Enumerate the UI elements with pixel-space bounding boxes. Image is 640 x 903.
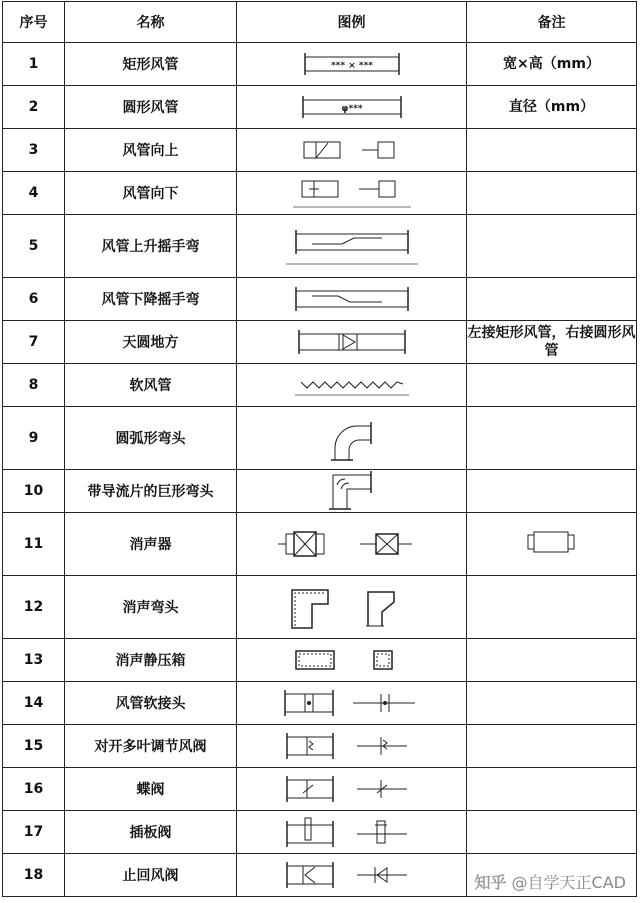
row-legend: [237, 811, 467, 854]
table-row: [3, 321, 637, 364]
row-name: 天圆地方: [65, 321, 237, 364]
table-header-row: [3, 2, 637, 43]
table-row: [3, 215, 637, 278]
row-name: 带导流片的巨形弯头: [65, 470, 237, 513]
row-legend: [237, 513, 467, 576]
table-row: [3, 172, 637, 215]
row-number: 6: [3, 278, 65, 321]
table-row: [3, 639, 637, 682]
row-note: [467, 639, 637, 682]
row-number: 15: [3, 725, 65, 768]
row-name: 矩形风管: [65, 43, 237, 86]
radius-elbow-icon: [317, 412, 387, 464]
row-note: [467, 513, 637, 576]
row-name: 软风管: [65, 364, 237, 407]
header-legend: 图例: [237, 2, 467, 43]
row-number: 16: [3, 768, 65, 811]
duct-rise-offset-icon: [282, 224, 422, 268]
svg-text:*** × ***: *** × ***: [330, 61, 373, 71]
row-name: 止回风阀: [65, 854, 237, 897]
row-name: 对开多叶调节风阀: [65, 725, 237, 768]
watermark: [474, 870, 626, 893]
row-name: 消声弯头: [65, 576, 237, 639]
row-note: [467, 407, 637, 470]
row-number: 18: [3, 854, 65, 897]
flexible-connector-icon: [277, 686, 427, 720]
header-note: 备注: [467, 2, 637, 43]
row-note: [467, 811, 637, 854]
row-legend: [237, 278, 467, 321]
row-name: 圆形风管: [65, 86, 237, 129]
table-row: [3, 364, 637, 407]
slide-gate-valve-icon: [277, 815, 427, 849]
row-name: 蝶阀: [65, 768, 237, 811]
header-name: 名称: [65, 2, 237, 43]
row-number: 2: [3, 86, 65, 129]
row-name: 消声静压箱: [65, 639, 237, 682]
row-legend: [237, 86, 467, 129]
row-name: 风管向下: [65, 172, 237, 215]
row-name: 消声器: [65, 513, 237, 576]
table-row: [3, 725, 637, 768]
row-legend: [237, 43, 467, 86]
row-number: 10: [3, 470, 65, 513]
row-legend: [237, 172, 467, 215]
table-row: [3, 513, 637, 576]
rectangular-duct-icon: [297, 49, 407, 79]
flexible-duct-icon: [287, 370, 417, 400]
butterfly-valve-icon: [277, 772, 427, 806]
row-number: 11: [3, 513, 65, 576]
row-number: 9: [3, 407, 65, 470]
row-note: 宽×高（mm）: [467, 43, 637, 86]
row-name: 插板阀: [65, 811, 237, 854]
square-to-round-icon: [287, 327, 417, 357]
row-number: 1: [3, 43, 65, 86]
check-damper-icon: [277, 858, 427, 892]
duct-down-icon: [287, 175, 417, 211]
row-legend: [237, 321, 467, 364]
row-note: [467, 172, 637, 215]
table-row: [3, 43, 637, 86]
table-row: [3, 576, 637, 639]
silencer-icon: [272, 526, 432, 562]
silencer-outline-icon: [522, 527, 582, 557]
row-note: 左接矩形风管，右接圆形风管: [467, 321, 637, 364]
row-number: 3: [3, 129, 65, 172]
row-note: [467, 364, 637, 407]
row-number: 14: [3, 682, 65, 725]
table-row: [3, 129, 637, 172]
row-number: 7: [3, 321, 65, 364]
row-legend: [237, 364, 467, 407]
row-note: [467, 278, 637, 321]
duct-up-icon: [292, 135, 412, 165]
watermark-author: @自学天正CAD: [511, 873, 626, 892]
watermark-site: 知乎: [474, 873, 507, 892]
row-note: [467, 470, 637, 513]
row-number: 4: [3, 172, 65, 215]
header-number: 序号: [3, 2, 65, 43]
row-legend: [237, 215, 467, 278]
table-row: [3, 470, 637, 513]
svg-text:φ***: φ***: [340, 104, 363, 114]
row-legend: [237, 639, 467, 682]
row-note: [467, 725, 637, 768]
row-name: 风管软接头: [65, 682, 237, 725]
row-note: 直径（mm）: [467, 86, 637, 129]
table-row: [3, 811, 637, 854]
row-note: [467, 576, 637, 639]
table-row: [3, 86, 637, 129]
row-name: 风管下降摇手弯: [65, 278, 237, 321]
row-note: [467, 215, 637, 278]
row-legend: [237, 768, 467, 811]
row-name: 圆弧形弯头: [65, 407, 237, 470]
row-legend: [237, 682, 467, 725]
row-legend: [237, 725, 467, 768]
silencer-plenum-icon: [282, 645, 422, 675]
vaned-elbow-icon: [317, 471, 387, 511]
table-row: [3, 682, 637, 725]
row-legend: [237, 407, 467, 470]
round-duct-icon: [297, 92, 407, 122]
table-row: [3, 278, 637, 321]
silencer-elbow-icon: [282, 584, 422, 630]
duct-drop-offset-icon: [282, 284, 422, 314]
opposed-blade-damper-icon: [277, 729, 427, 763]
table-row: [3, 768, 637, 811]
table-row: [3, 407, 637, 470]
row-number: 17: [3, 811, 65, 854]
row-legend: [237, 576, 467, 639]
row-number: 8: [3, 364, 65, 407]
row-number: 5: [3, 215, 65, 278]
row-number: 12: [3, 576, 65, 639]
symbol-table: [2, 1, 637, 897]
row-legend: [237, 854, 467, 897]
row-legend: [237, 129, 467, 172]
row-note: [467, 129, 637, 172]
row-number: 13: [3, 639, 65, 682]
row-name: 风管上升摇手弯: [65, 215, 237, 278]
row-note: [467, 682, 637, 725]
row-legend: [237, 470, 467, 513]
row-note: [467, 768, 637, 811]
row-name: 风管向上: [65, 129, 237, 172]
